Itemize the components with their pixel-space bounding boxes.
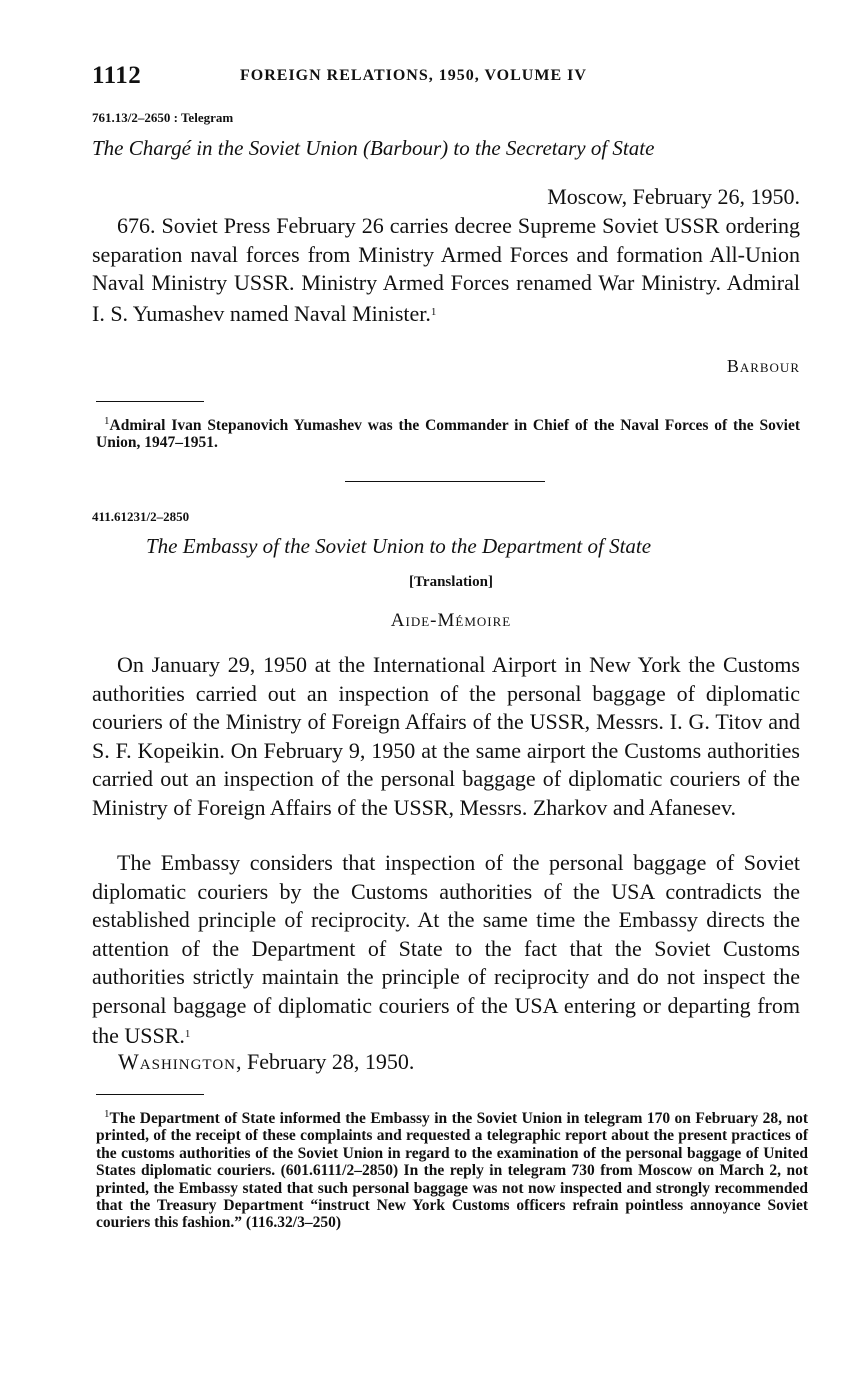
footnote-reference: 1 — [184, 1028, 191, 1040]
document-title: The Chargé in the Soviet Union (Barbour) to the Secretary of State — [92, 136, 655, 160]
telegram-text: 676. Soviet Press February 26 carries decree Supreme Soviet USSR ordering separation naval forces from Ministry Armed Forces and formation All-Union Naval Ministry USSR. Ministry Armed Forces renamed War Ministry. Admiral I. S. Yumashev named Naval Minister. — [92, 213, 800, 326]
footnote-rule — [96, 1094, 204, 1095]
memo-paragraph-text: The Embassy considers that inspection of the personal baggage of Soviet diplomatic couriers by the Customs authorities of the USA contradicts the established principle of reciprocity. At the same time the Embassy directs the attention of the Department of State to the fact that the Soviet Customs authorities strictly maintain the principle of reciprocity and do not inspect the personal baggage of diplomatic couriers of the USA entering or departing from the USSR. — [92, 850, 800, 1048]
file-reference: 411.61231/2–2850 — [92, 509, 190, 524]
running-head — [92, 62, 802, 92]
closing-place: Washington — [118, 1049, 236, 1074]
telegram-body — [92, 212, 800, 328]
dateline: Moscow, February 26, 1950. — [547, 184, 800, 209]
memo-paragraph: On January 29, 1950 at the International Airport in New York the Customs authorities carried out an inspection of the personal baggage of diplomatic couriers of the Ministry of Foreign Affairs of the USSR, Messrs. I. G. Titov and S. F. Kopeikin. On February 9, 1950 at the same airport the Customs authorities carried out an inspection of the personal baggage of diplomatic couriers of the Ministry of Foreign Affairs of the USSR, Messrs. Zharkov and Afanesev. — [92, 652, 800, 820]
footnote-reference: 1 — [430, 305, 437, 318]
page-number: 1112 — [92, 62, 142, 89]
footnote — [96, 1106, 808, 1232]
section-heading: Aide-Mémoire — [390, 610, 512, 631]
running-title: FOREIGN RELATIONS, 1950, VOLUME IV — [240, 67, 587, 84]
footnote-mark: 1 — [104, 1108, 110, 1120]
closing-date: , February 28, 1950. — [236, 1049, 415, 1074]
footnote-mark: 1 — [104, 415, 110, 427]
memo-paragraph — [92, 849, 800, 1051]
footnote-text: The Department of State informed the Embassy in the Soviet Union in telegram 170 on February 28, not printed, of the receipt of these complaints and requested a telegraphic report about the present practices of the customs authorities of the Soviet Union in regard to the examination of the personal baggage of United States diplomatic couriers. (601.6111/2–2850) In the reply in telegram 730 from Moscow on March 2, not printed, the Embassy stated that such personal baggage was not now inspected and strongly recommended that the Treasury Department “instruct New York Customs officers refrain pointless annoyance Soviet couriers this fashion.” (116.32/3–250) — [96, 1110, 808, 1232]
footnote-rule — [96, 401, 204, 402]
translation-note: [Translation] — [409, 574, 493, 590]
footnote-text: Admiral Ivan Stepanovich Yumashev was the Commander in Chief of the Naval Forces of the Soviet Union, 1947–1951. — [96, 417, 800, 452]
file-reference: 761.13/2–2650 : Telegram — [92, 110, 234, 125]
section-divider — [345, 481, 545, 482]
signature: Barbour — [726, 356, 800, 376]
document-title: The Embassy of the Soviet Union to the Department of State — [146, 534, 652, 558]
footnote — [96, 413, 800, 451]
closing-line — [118, 1049, 414, 1075]
